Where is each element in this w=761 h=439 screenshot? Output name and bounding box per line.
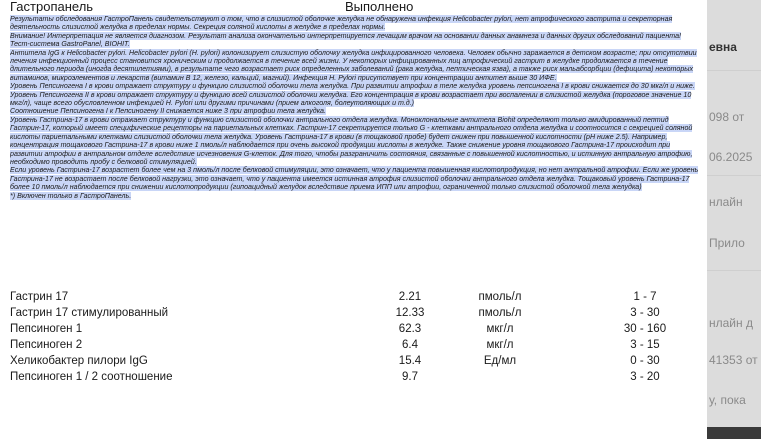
note-paragraph bbox=[10, 91, 703, 108]
test-header-row bbox=[10, 0, 700, 14]
analyte-unit: пмоль/л bbox=[478, 307, 522, 319]
dark-strip bbox=[707, 427, 761, 439]
background-text: евна bbox=[709, 40, 737, 54]
note-text: Внимание! Интерпретация не является диагнозом. Результат анализа окончательно интерпретируется лечащим врачом на основании данных анамнеза и данных других обследований пациента! bbox=[10, 31, 682, 40]
results-table bbox=[0, 289, 707, 385]
note-paragraph bbox=[10, 116, 703, 166]
analyte-value: 9.7 bbox=[402, 371, 418, 383]
background-text: 098 от bbox=[709, 110, 745, 124]
analyte-name: Хеликобактер пилори IgG bbox=[10, 355, 148, 367]
table-row bbox=[0, 321, 707, 337]
test-name: Гастропанель bbox=[10, 0, 94, 14]
analyte-name: Пепсиноген 1 / 2 соотношение bbox=[10, 371, 173, 383]
background-text: 06.2025 bbox=[709, 150, 753, 164]
reference-range: 3 - 30 bbox=[630, 307, 660, 319]
analyte-name: Гастрин 17 стимулированный bbox=[10, 307, 169, 319]
reference-range: 3 - 20 bbox=[630, 371, 660, 383]
table-row bbox=[0, 305, 707, 321]
analyte-unit: мкг/л bbox=[486, 339, 514, 351]
analyte-unit: мкг/л bbox=[486, 323, 514, 335]
analyte-value: 12.33 bbox=[395, 307, 425, 319]
note-text: Антитела IgG к Helicobacter pylori. Helicobacter pylori (H. pylori) колонизирует слизистую оболочку желудка инфицированного человека. Человек обычно заражается в детском возрасте; при отсутствии лечения инфекционный процесс становится хроническим и продолжается в течение всей жизни. У некоторых инфицированных лиц атрофический гастрит в желудке продолжается в течение длительного периода (иногда десятилетиями), в результате чего возрастает риск определенных заболеваний (рака желудка, пептическая язва), а также риск мальабсорбции (дефицита) некоторых витаминов, микроэлементов и лекарств (витамин В 12, железо, кальций, магний). Инфекция H. Pylori присутствует при концентрации антител выше 30 ИФЕ. bbox=[10, 48, 697, 82]
reference-range: 30 - 160 bbox=[623, 323, 667, 335]
divider bbox=[707, 70, 761, 71]
analyte-value: 6.4 bbox=[402, 339, 418, 351]
reference-range: 0 - 30 bbox=[630, 355, 660, 367]
note-text: Уровень Пепсиногена I в крови отражает структуру и функцию слизистой оболочки тела желудка. При развитии атрофии в теле желудка уровень пепсиногена I в крови снижается до 30 мкг/л и ниже. bbox=[10, 82, 695, 91]
note-paragraph bbox=[10, 40, 703, 48]
table-row bbox=[0, 353, 707, 369]
table-row bbox=[0, 369, 707, 385]
note-text: Уровень Пепсиногена II в крови отражает структуру и функцию всей слизистой оболочки желудка. Его концентрация в крови возрастает при воспалении в слизистой желудка (пороговое значение 10 мкг/л), чаще всего обусловленном инфекцией H. Pylori или другими причинами (прием алкоголя, болеутоляющих и т.д.) bbox=[10, 90, 692, 108]
note-text: Результаты обследования ГастроПанель свидетельствуют о том, что в слизистой оболочке желудка не обнаружена инфекция Helicobacter pylori, нет атрофического гастрита и секреторная деятельность слизистой желудка в пределах нормы. Секреция соляной кислоты в желудке в пределах нормы. bbox=[10, 15, 673, 32]
analyte-value: 2.21 bbox=[398, 291, 422, 303]
note-text: Тест-система GastroPanel, BIOHIT. bbox=[10, 40, 130, 49]
reference-range: 1 - 7 bbox=[633, 291, 657, 303]
background-panel bbox=[707, 0, 761, 439]
note-paragraph bbox=[10, 82, 703, 90]
analyte-value: 15.4 bbox=[398, 355, 422, 367]
analyte-unit: Ед/мл bbox=[483, 355, 517, 367]
background-text: 41353 от bbox=[709, 353, 758, 367]
analyte-name: Гастрин 17 bbox=[10, 291, 69, 303]
interpretation-notes bbox=[10, 15, 703, 287]
note-paragraph bbox=[10, 192, 703, 200]
note-paragraph bbox=[10, 107, 703, 115]
analyte-value: 62.3 bbox=[398, 323, 422, 335]
table-row bbox=[0, 289, 707, 305]
analyte-unit: пмоль/л bbox=[478, 291, 522, 303]
divider bbox=[707, 270, 761, 271]
note-paragraph bbox=[10, 49, 703, 83]
note-text: Если уровень Гастрина-17 возрастет более чем на 3 пмоль/л после белковой стимуляции, это означает, что у пациента повышенная кислотопродукция, но нет антральной атрофии. Если же уровень Гастрина-17 не возрастает после белковой нагрузки, это означает, что у пациента имеется истинная атрофия слизистой оболочки антрального отдела желудка. Тощаковый уровень Гастрина-17 более 10 пмоль/л наблюдается при снижении кислотопродукции (гипоацидный желудок вследствие приема ИПП или атрофии, ограниченной только слизистой оболочкой тела желудка) bbox=[10, 166, 699, 192]
reference-range: 3 - 15 bbox=[630, 339, 660, 351]
analyte-name: Пепсиноген 2 bbox=[10, 339, 83, 351]
analyte-name: Пепсиноген 1 bbox=[10, 323, 83, 335]
note-paragraph bbox=[10, 15, 703, 32]
note-paragraph bbox=[10, 166, 703, 191]
background-text: Прило bbox=[709, 236, 745, 250]
divider bbox=[707, 175, 761, 176]
table-row bbox=[0, 337, 707, 353]
note-text: *) Включен только в ГастроПанель. bbox=[10, 191, 132, 200]
background-text: нлайн bbox=[709, 195, 743, 209]
note-text: Уровень Гастрина-17 в крови отражает структуру и функцию слизистой оболочки антрального отдела желудка. Моноклональные антитела Biohit определяют только амидированный пептид Гастрин-17, который имеет специфические рецепторы на париетальных клетках. Гастрин-17 секретируется только G - клетками антрального отдела желудка и соотносится с секрецией соляной кислоты париетальными клетками слизистой оболочки тела желудка. Уровень Гастрина-17 в крови (в тощаковой пробе) будет снижен при повышенной кислотности (рН ниже 2.5). Например, концентрация тощакового Гастрина-17 в крови ниже 1 пмоль/л наблюдается при очень высокой продукции кислоты в желудке. Также снижение уровня тощакового Гастрина-17 происходит при развитии атрофии в антральном отделе вследствие исчезновения G-клеток. Для того, чтобы разграничить состояния, связанные с повышенной кислотностью, и истинную антральную атрофию, необходимо проводить пробу с белковой стимуляцией. bbox=[10, 115, 693, 166]
background-text: нлайн д bbox=[709, 316, 753, 330]
background-text: у, пока bbox=[709, 393, 746, 407]
note-paragraph bbox=[10, 32, 703, 40]
test-status: Выполнено bbox=[345, 0, 414, 14]
note-text: Соотношение Пепсиногена I к Пепсиногену II снижается ниже 3 при атрофии тела желудка. bbox=[10, 107, 326, 116]
